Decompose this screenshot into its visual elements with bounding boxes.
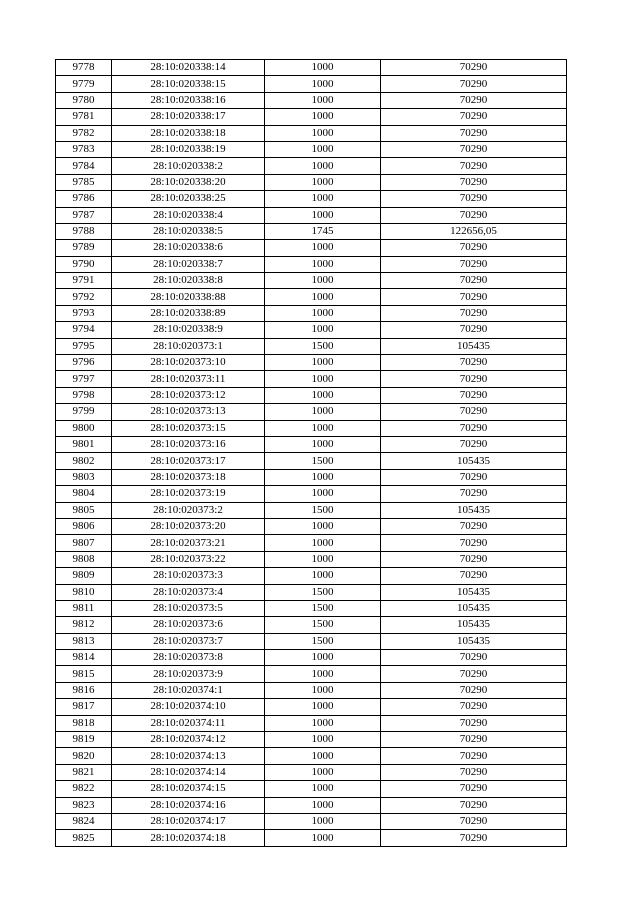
area-cell: 1000 [265, 158, 381, 174]
cadastral-number-cell: 28:10:020374:16 [112, 797, 265, 813]
value-cell: 70290 [381, 404, 567, 420]
area-cell: 1000 [265, 322, 381, 338]
area-cell: 1000 [265, 732, 381, 748]
value-cell: 70290 [381, 141, 567, 157]
row-number-cell: 9823 [56, 797, 112, 813]
table-row [56, 387, 567, 403]
cadastral-number-cell: 28:10:020373:2 [112, 502, 265, 518]
table-row [56, 125, 567, 141]
row-number-cell: 9798 [56, 387, 112, 403]
area-cell: 1000 [265, 420, 381, 436]
cadastral-number-cell: 28:10:020373:8 [112, 650, 265, 666]
value-cell: 70290 [381, 699, 567, 715]
area-cell: 1000 [265, 781, 381, 797]
table-row [56, 158, 567, 174]
row-number-cell: 9808 [56, 551, 112, 567]
area-cell: 1000 [265, 551, 381, 567]
table-row [56, 764, 567, 780]
cadastral-number-cell: 28:10:020338:89 [112, 305, 265, 321]
value-cell: 122656,05 [381, 223, 567, 239]
area-cell: 1500 [265, 584, 381, 600]
area-cell: 1000 [265, 650, 381, 666]
cadastral-number-cell: 28:10:020338:7 [112, 256, 265, 272]
row-number-cell: 9799 [56, 404, 112, 420]
row-number-cell: 9791 [56, 273, 112, 289]
value-cell: 70290 [381, 666, 567, 682]
area-cell: 1000 [265, 240, 381, 256]
row-number-cell: 9807 [56, 535, 112, 551]
area-cell: 1000 [265, 305, 381, 321]
value-cell: 70290 [381, 355, 567, 371]
table-row [56, 486, 567, 502]
table-row [56, 633, 567, 649]
value-cell: 70290 [381, 76, 567, 92]
cadastral-number-cell: 28:10:020373:9 [112, 666, 265, 682]
table-row [56, 338, 567, 354]
value-cell: 70290 [381, 568, 567, 584]
area-cell: 1500 [265, 600, 381, 616]
value-cell: 70290 [381, 158, 567, 174]
table-row [56, 371, 567, 387]
value-cell: 70290 [381, 813, 567, 829]
row-number-cell: 9787 [56, 207, 112, 223]
area-cell: 1000 [265, 748, 381, 764]
row-number-cell: 9818 [56, 715, 112, 731]
table-row [56, 715, 567, 731]
row-number-cell: 9800 [56, 420, 112, 436]
value-cell: 70290 [381, 436, 567, 452]
row-number-cell: 9802 [56, 453, 112, 469]
table-row [56, 469, 567, 485]
area-cell: 1500 [265, 453, 381, 469]
cadastral-number-cell: 28:10:020338:88 [112, 289, 265, 305]
table-row [56, 191, 567, 207]
cadastral-number-cell: 28:10:020374:18 [112, 830, 265, 846]
row-number-cell: 9804 [56, 486, 112, 502]
value-cell: 70290 [381, 240, 567, 256]
row-number-cell: 9781 [56, 109, 112, 125]
row-number-cell: 9790 [56, 256, 112, 272]
table-row [56, 436, 567, 452]
table-row [56, 76, 567, 92]
row-number-cell: 9785 [56, 174, 112, 190]
cadastral-number-cell: 28:10:020338:5 [112, 223, 265, 239]
value-cell: 70290 [381, 650, 567, 666]
value-cell: 105435 [381, 600, 567, 616]
cadastral-number-cell: 28:10:020338:18 [112, 125, 265, 141]
table-row [56, 60, 567, 76]
cadastral-number-cell: 28:10:020338:4 [112, 207, 265, 223]
value-cell: 105435 [381, 338, 567, 354]
area-cell: 1000 [265, 486, 381, 502]
area-cell: 1000 [265, 469, 381, 485]
cadastral-number-cell: 28:10:020373:12 [112, 387, 265, 403]
area-cell: 1000 [265, 174, 381, 190]
table-row [56, 732, 567, 748]
row-number-cell: 9815 [56, 666, 112, 682]
cadastral-number-cell: 28:10:020373:18 [112, 469, 265, 485]
value-cell: 70290 [381, 469, 567, 485]
cadastral-number-cell: 28:10:020373:20 [112, 518, 265, 534]
row-number-cell: 9793 [56, 305, 112, 321]
cadastral-number-cell: 28:10:020373:10 [112, 355, 265, 371]
value-cell: 70290 [381, 420, 567, 436]
row-number-cell: 9824 [56, 813, 112, 829]
table-row [56, 518, 567, 534]
row-number-cell: 9801 [56, 436, 112, 452]
area-cell: 1000 [265, 813, 381, 829]
table-row [56, 256, 567, 272]
cadastral-number-cell: 28:10:020373:16 [112, 436, 265, 452]
table-row [56, 223, 567, 239]
cadastral-number-cell: 28:10:020373:13 [112, 404, 265, 420]
table-row [56, 240, 567, 256]
row-number-cell: 9811 [56, 600, 112, 616]
area-cell: 1000 [265, 76, 381, 92]
area-cell: 1000 [265, 535, 381, 551]
cadastral-number-cell: 28:10:020374:11 [112, 715, 265, 731]
row-number-cell: 9805 [56, 502, 112, 518]
cadastral-number-cell: 28:10:020338:19 [112, 141, 265, 157]
row-number-cell: 9794 [56, 322, 112, 338]
row-number-cell: 9796 [56, 355, 112, 371]
cadastral-number-cell: 28:10:020338:25 [112, 191, 265, 207]
table-row [56, 535, 567, 551]
area-cell: 1000 [265, 355, 381, 371]
value-cell: 70290 [381, 256, 567, 272]
area-cell: 1000 [265, 92, 381, 108]
area-cell: 1000 [265, 699, 381, 715]
table-row [56, 355, 567, 371]
area-cell: 1000 [265, 273, 381, 289]
area-cell: 1000 [265, 666, 381, 682]
table-row [56, 289, 567, 305]
area-cell: 1000 [265, 764, 381, 780]
cadastral-number-cell: 28:10:020373:17 [112, 453, 265, 469]
cadastral-number-cell: 28:10:020338:15 [112, 76, 265, 92]
table-row [56, 453, 567, 469]
cadastral-number-cell: 28:10:020338:16 [112, 92, 265, 108]
table-row [56, 600, 567, 616]
area-cell: 1000 [265, 715, 381, 731]
area-cell: 1000 [265, 436, 381, 452]
row-number-cell: 9786 [56, 191, 112, 207]
cadastral-number-cell: 28:10:020374:15 [112, 781, 265, 797]
value-cell: 70290 [381, 764, 567, 780]
value-cell: 105435 [381, 617, 567, 633]
value-cell: 70290 [381, 174, 567, 190]
cadastral-number-cell: 28:10:020373:1 [112, 338, 265, 354]
area-cell: 1500 [265, 633, 381, 649]
table-row [56, 813, 567, 829]
area-cell: 1000 [265, 60, 381, 76]
cadastral-number-cell: 28:10:020373:4 [112, 584, 265, 600]
row-number-cell: 9816 [56, 682, 112, 698]
cadastral-number-cell: 28:10:020373:15 [112, 420, 265, 436]
cadastral-number-cell: 28:10:020374:10 [112, 699, 265, 715]
parcel-table [55, 59, 567, 847]
table-row [56, 141, 567, 157]
table-row [56, 92, 567, 108]
area-cell: 1000 [265, 141, 381, 157]
cadastral-number-cell: 28:10:020373:19 [112, 486, 265, 502]
cadastral-number-cell: 28:10:020338:8 [112, 273, 265, 289]
row-number-cell: 9792 [56, 289, 112, 305]
area-cell: 1000 [265, 289, 381, 305]
row-number-cell: 9810 [56, 584, 112, 600]
row-number-cell: 9803 [56, 469, 112, 485]
value-cell: 70290 [381, 191, 567, 207]
cadastral-number-cell: 28:10:020338:17 [112, 109, 265, 125]
value-cell: 70290 [381, 715, 567, 731]
value-cell: 70290 [381, 322, 567, 338]
table-row [56, 502, 567, 518]
value-cell: 70290 [381, 486, 567, 502]
value-cell: 70290 [381, 535, 567, 551]
table-row [56, 305, 567, 321]
table-row [56, 207, 567, 223]
cadastral-number-cell: 28:10:020374:1 [112, 682, 265, 698]
cadastral-number-cell: 28:10:020374:13 [112, 748, 265, 764]
value-cell: 70290 [381, 518, 567, 534]
table-row [56, 666, 567, 682]
row-number-cell: 9819 [56, 732, 112, 748]
area-cell: 1000 [265, 371, 381, 387]
value-cell: 70290 [381, 830, 567, 846]
value-cell: 70290 [381, 551, 567, 567]
value-cell: 105435 [381, 584, 567, 600]
cadastral-number-cell: 28:10:020373:11 [112, 371, 265, 387]
area-cell: 1000 [265, 256, 381, 272]
value-cell: 70290 [381, 92, 567, 108]
value-cell: 70290 [381, 273, 567, 289]
value-cell: 70290 [381, 125, 567, 141]
area-cell: 1000 [265, 797, 381, 813]
cadastral-number-cell: 28:10:020338:9 [112, 322, 265, 338]
area-cell: 1000 [265, 191, 381, 207]
row-number-cell: 9809 [56, 568, 112, 584]
cadastral-number-cell: 28:10:020374:12 [112, 732, 265, 748]
cadastral-number-cell: 28:10:020373:21 [112, 535, 265, 551]
table-row [56, 174, 567, 190]
value-cell: 70290 [381, 781, 567, 797]
row-number-cell: 9797 [56, 371, 112, 387]
area-cell: 1000 [265, 830, 381, 846]
row-number-cell: 9814 [56, 650, 112, 666]
value-cell: 70290 [381, 305, 567, 321]
table-row [56, 797, 567, 813]
row-number-cell: 9806 [56, 518, 112, 534]
cadastral-number-cell: 28:10:020373:6 [112, 617, 265, 633]
table-row [56, 781, 567, 797]
row-number-cell: 9813 [56, 633, 112, 649]
table-row [56, 748, 567, 764]
table-row [56, 830, 567, 846]
row-number-cell: 9825 [56, 830, 112, 846]
value-cell: 105435 [381, 502, 567, 518]
value-cell: 70290 [381, 797, 567, 813]
value-cell: 70290 [381, 682, 567, 698]
area-cell: 1000 [265, 518, 381, 534]
row-number-cell: 9783 [56, 141, 112, 157]
area-cell: 1500 [265, 338, 381, 354]
table-row [56, 404, 567, 420]
value-cell: 70290 [381, 732, 567, 748]
area-cell: 1000 [265, 109, 381, 125]
cadastral-number-cell: 28:10:020338:2 [112, 158, 265, 174]
row-number-cell: 9788 [56, 223, 112, 239]
value-cell: 70290 [381, 748, 567, 764]
value-cell: 70290 [381, 60, 567, 76]
table-row [56, 584, 567, 600]
table-row [56, 273, 567, 289]
area-cell: 1000 [265, 207, 381, 223]
row-number-cell: 9821 [56, 764, 112, 780]
area-cell: 1500 [265, 502, 381, 518]
cadastral-number-cell: 28:10:020373:22 [112, 551, 265, 567]
row-number-cell: 9789 [56, 240, 112, 256]
table-row [56, 551, 567, 567]
table-row [56, 682, 567, 698]
table-row [56, 699, 567, 715]
cadastral-number-cell: 28:10:020373:5 [112, 600, 265, 616]
row-number-cell: 9780 [56, 92, 112, 108]
cadastral-number-cell: 28:10:020374:14 [112, 764, 265, 780]
cadastral-number-cell: 28:10:020338:20 [112, 174, 265, 190]
value-cell: 70290 [381, 207, 567, 223]
table-row [56, 568, 567, 584]
value-cell: 70290 [381, 109, 567, 125]
table-row [56, 420, 567, 436]
row-number-cell: 9779 [56, 76, 112, 92]
area-cell: 1000 [265, 387, 381, 403]
row-number-cell: 9817 [56, 699, 112, 715]
row-number-cell: 9812 [56, 617, 112, 633]
value-cell: 105435 [381, 453, 567, 469]
row-number-cell: 9795 [56, 338, 112, 354]
area-cell: 1000 [265, 568, 381, 584]
table-body [56, 60, 567, 847]
cadastral-number-cell: 28:10:020373:3 [112, 568, 265, 584]
cadastral-number-cell: 28:10:020338:6 [112, 240, 265, 256]
area-cell: 1000 [265, 682, 381, 698]
table-row [56, 322, 567, 338]
area-cell: 1000 [265, 404, 381, 420]
value-cell: 70290 [381, 387, 567, 403]
cadastral-number-cell: 28:10:020374:17 [112, 813, 265, 829]
row-number-cell: 9778 [56, 60, 112, 76]
area-cell: 1745 [265, 223, 381, 239]
area-cell: 1500 [265, 617, 381, 633]
value-cell: 105435 [381, 633, 567, 649]
row-number-cell: 9822 [56, 781, 112, 797]
area-cell: 1000 [265, 125, 381, 141]
table-row [56, 617, 567, 633]
table-row [56, 650, 567, 666]
table-row [56, 109, 567, 125]
value-cell: 70290 [381, 289, 567, 305]
row-number-cell: 9784 [56, 158, 112, 174]
cadastral-number-cell: 28:10:020373:7 [112, 633, 265, 649]
value-cell: 70290 [381, 371, 567, 387]
row-number-cell: 9820 [56, 748, 112, 764]
cadastral-number-cell: 28:10:020338:14 [112, 60, 265, 76]
row-number-cell: 9782 [56, 125, 112, 141]
